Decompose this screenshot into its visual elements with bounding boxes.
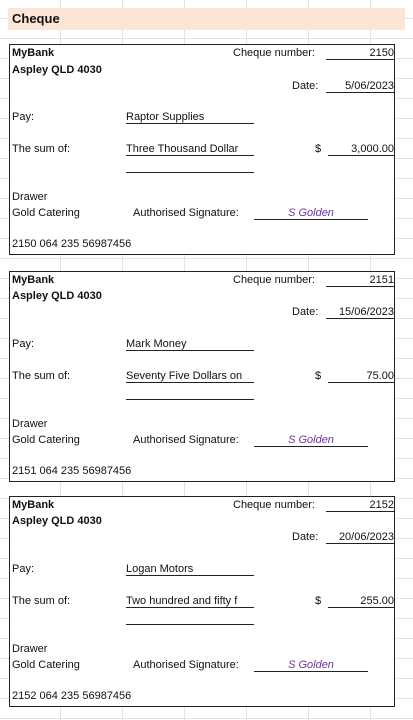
- cheque-card: [9, 271, 395, 482]
- payee-value: Logan Motors: [126, 563, 254, 576]
- date-value: 5/06/2023: [326, 80, 394, 93]
- pay-label: Pay:: [12, 111, 35, 123]
- drawer-name: Gold Catering: [12, 434, 80, 446]
- micr-line: 2152 064 235 56987456: [12, 690, 132, 702]
- signature-value: S Golden: [254, 659, 368, 672]
- sum-words-line: [126, 387, 254, 400]
- date-label: Date:: [292, 531, 319, 543]
- payee-value: Raptor Supplies: [126, 111, 254, 124]
- signature-value: S Golden: [254, 434, 368, 447]
- sum-label: The sum of:: [12, 143, 71, 155]
- drawer-label: Drawer: [12, 191, 48, 203]
- date-label: Date:: [292, 306, 319, 318]
- sum-words-value: Two hundred and fifty f: [126, 595, 254, 608]
- bank-address: Aspley QLD 4030: [12, 290, 102, 302]
- date-value: 20/06/2023: [326, 531, 394, 544]
- bank-name: MyBank: [12, 499, 55, 511]
- signature-label: Authorised Signature:: [133, 659, 239, 671]
- micr-line: 2150 064 235 56987456: [12, 238, 132, 250]
- cheque-number-label: Cheque number:: [233, 499, 315, 511]
- pay-label: Pay:: [12, 563, 35, 575]
- date-value: 15/06/2023: [326, 306, 394, 319]
- drawer-label: Drawer: [12, 418, 48, 430]
- drawer-name: Gold Catering: [12, 207, 80, 219]
- dollar-sign: $: [315, 143, 322, 155]
- cheque-number-value: 2151: [326, 274, 394, 287]
- dollar-sign: $: [315, 595, 322, 607]
- bank-address: Aspley QLD 4030: [12, 515, 102, 527]
- sum-words-value: Three Thousand Dollar: [126, 143, 254, 156]
- cheque-number-label: Cheque number:: [233, 47, 315, 59]
- dollar-sign: $: [315, 370, 322, 382]
- sum-words-line: [126, 160, 254, 173]
- cheque-number-label: Cheque number:: [233, 274, 315, 286]
- sum-words-value: Seventy Five Dollars on: [126, 370, 254, 383]
- cheque-card: [9, 44, 395, 255]
- amount-value: 255.00: [328, 595, 394, 608]
- cheque-card: [9, 496, 395, 707]
- date-label: Date:: [292, 80, 319, 92]
- payee-value: Mark Money: [126, 338, 254, 351]
- drawer-name: Gold Catering: [12, 659, 80, 671]
- pay-label: Pay:: [12, 338, 35, 350]
- signature-value: S Golden: [254, 207, 368, 220]
- cheque-number-value: 2150: [326, 47, 394, 60]
- sum-words-line: [126, 612, 254, 625]
- bank-address: Aspley QLD 4030: [12, 64, 102, 76]
- sheet-title: Cheque: [8, 8, 405, 30]
- sum-label: The sum of:: [12, 370, 71, 382]
- amount-value: 3,000.00: [328, 143, 394, 156]
- signature-label: Authorised Signature:: [133, 434, 239, 446]
- sum-label: The sum of:: [12, 595, 71, 607]
- amount-value: 75.00: [328, 370, 394, 383]
- cheque-number-value: 2152: [326, 499, 394, 512]
- bank-name: MyBank: [12, 274, 55, 286]
- signature-label: Authorised Signature:: [133, 207, 239, 219]
- drawer-label: Drawer: [12, 643, 48, 655]
- bank-name: MyBank: [12, 47, 55, 59]
- micr-line: 2151 064 235 56987456: [12, 465, 132, 477]
